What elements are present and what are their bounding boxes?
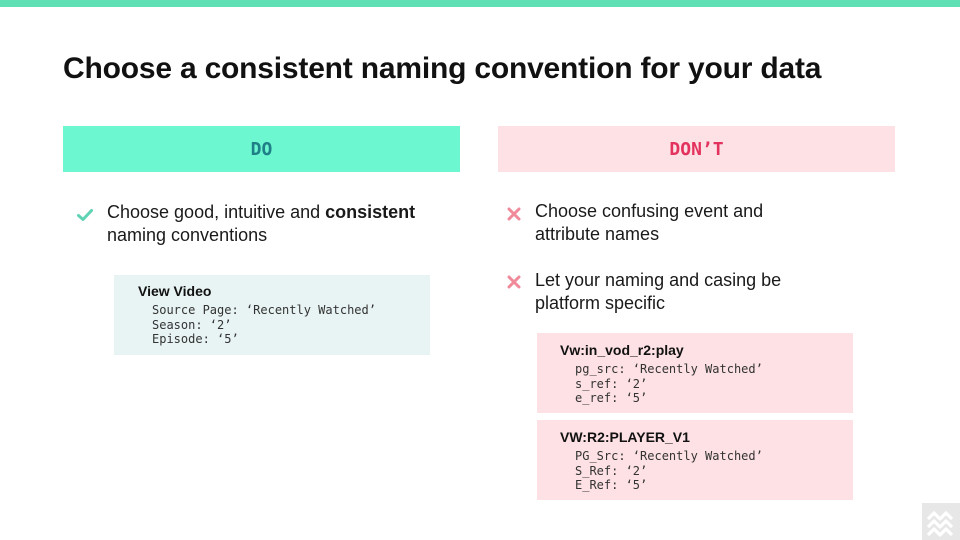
- example-event-name: View Video: [138, 283, 212, 299]
- do-bullet: [107, 201, 415, 247]
- dont-example-box-2: [537, 420, 853, 500]
- dont-bullet-line1: Let your naming and casing be: [535, 270, 782, 290]
- example-event-name: Vw:in_vod_r2:play: [560, 342, 684, 358]
- do-bullet-line1: Choose good, intuitive and consistent: [107, 202, 416, 222]
- dont-bullet-line1: Choose confusing event and: [535, 201, 764, 221]
- dont-header: [498, 126, 895, 172]
- example-property-line: Season: ‘2’: [152, 318, 232, 332]
- check-icon: [76, 206, 94, 224]
- cross-icon: [505, 205, 523, 223]
- dont-example-box-1: [537, 333, 853, 413]
- example-property-line: PG_Src: ‘Recently Watched’: [575, 449, 763, 463]
- do-header: [63, 126, 460, 172]
- top-accent-bar: [0, 0, 960, 7]
- logo-icon: [922, 503, 960, 540]
- example-property-line: s_ref: ‘2’: [575, 377, 648, 391]
- dont-header-label: DON’T: [669, 138, 724, 160]
- do-bullet-line2: naming conventions: [107, 225, 268, 245]
- example-property-line: e_ref: ‘5’: [575, 391, 648, 405]
- dont-bullet-line2: platform specific: [535, 293, 666, 313]
- cross-icon: [505, 273, 523, 291]
- do-header-label: DO: [250, 138, 273, 160]
- example-property-line: pg_src: ‘Recently Watched’: [575, 362, 763, 376]
- dont-bullet-platform-specific: [535, 269, 781, 315]
- example-property-line: S_Ref: ‘2’: [575, 464, 648, 478]
- emphasis-consistent: consistent: [325, 202, 416, 222]
- example-property-line: Source Page: ‘Recently Watched’: [152, 303, 376, 317]
- example-property-line: E_Ref: ‘5’: [575, 478, 648, 492]
- dont-bullet-line2: attribute names: [535, 224, 660, 244]
- dont-bullet-confusing-names: [535, 200, 763, 246]
- slide-title: Choose a consistent naming convention for your data: [63, 52, 822, 85]
- do-example-box: [114, 275, 430, 355]
- example-event-name: VW:R2:PLAYER_V1: [560, 429, 690, 445]
- example-property-line: Episode: ‘5’: [152, 332, 239, 346]
